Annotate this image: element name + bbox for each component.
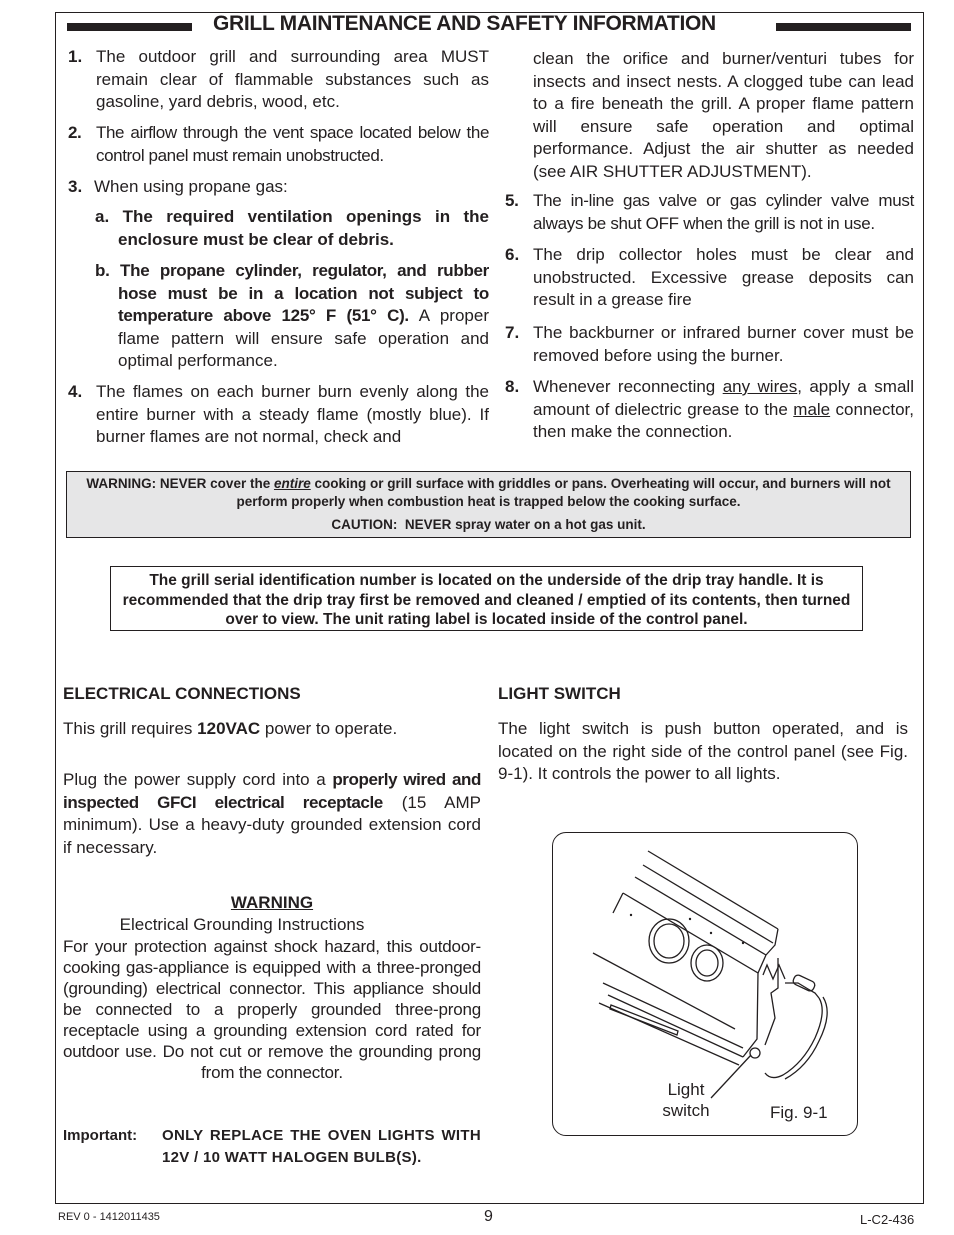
item-text: The drip collector holes must be clear and unobstructed. Excessive grease deposits can result in a grease fire bbox=[533, 245, 914, 309]
electrical-p1-b: 120VAC bbox=[197, 719, 261, 738]
electrical-p1-a: This grill requires bbox=[63, 719, 198, 738]
callout-line-2: switch bbox=[662, 1101, 710, 1120]
grounding-warning-text: For your protection against shock hazard, this outdoor-cooking gas-appliance is equipped with a three-pronged (grounding) electrical connector. This appliance should be connected to a properly grounded three-prong receptacle using a grounding extension cord rated for outdoor use. Do not cut or remove the grounding prong from the connector. bbox=[63, 937, 481, 1082]
item-1 bbox=[68, 46, 489, 114]
figure-caption: Fig. 9-1 bbox=[770, 1103, 828, 1122]
light-switch-text: The light switch is push button operated, and is located on the right side of the control panel (see Fig. 9-1). It controls the power to all lights. bbox=[498, 719, 908, 783]
item-text: The in-line gas valve or gas cylinder valve must always be shut OFF when the grill is not in use. bbox=[533, 191, 914, 233]
light-switch-callout bbox=[651, 1079, 721, 1121]
item-number: 6. bbox=[505, 245, 520, 264]
item-2 bbox=[68, 122, 489, 167]
item-7 bbox=[505, 322, 914, 367]
item-number: 2. bbox=[68, 123, 82, 142]
warning-box bbox=[66, 471, 911, 538]
grounding-warning-title: WARNING bbox=[230, 893, 314, 912]
important-label: Important: bbox=[63, 1127, 138, 1144]
serial-number-text: The grill serial identification number is located on the underside of the drip tray handle. It is recommended that the drip tray first be removed and cleaned / emptied of its contents, then turned over to view. The unit rating label is located inside of the control panel. bbox=[122, 572, 851, 628]
item-number: 1. bbox=[68, 47, 83, 66]
item-3b-bold: b. The propane cylinder, regulator, and rubber hose must be in a location not subject to temperature above 125° F (51° C). bbox=[95, 261, 489, 325]
item-number: 8. bbox=[505, 377, 520, 396]
footer-document-code: L-C2-436 bbox=[860, 1212, 915, 1227]
item-4-continued: clean the orifice and burner/venturi tubes for insects and insect nests. A clogged tube can lead to a fire beneath the grill. A proper flame pattern will ensure safe operation and optimal performance. Adjust the air shutter as needed (see AIR SHUTTER ADJUSTMENT). bbox=[533, 49, 914, 181]
page-title: GRILL MAINTENANCE AND SAFETY INFORMATION bbox=[213, 12, 716, 35]
title-bar-left bbox=[67, 23, 192, 31]
electrical-p2 bbox=[63, 769, 481, 859]
item-text-underline-a: any wires bbox=[722, 377, 798, 396]
warning-text-a: WARNING: NEVER cover the bbox=[86, 476, 274, 491]
electrical-p2-b: properly wired and inspected GFCI electrical receptacle bbox=[63, 770, 481, 812]
item-5 bbox=[505, 190, 914, 235]
item-8 bbox=[505, 376, 915, 444]
item-text-a: Whenever reconnecting bbox=[533, 377, 723, 396]
item-4 bbox=[68, 381, 489, 449]
item-text-c: connector, then make the connection. bbox=[533, 399, 915, 441]
item-text: When using propane gas: bbox=[94, 177, 288, 196]
light-switch-heading: LIGHT SWITCH bbox=[498, 684, 621, 703]
warning-text-emph: entire bbox=[273, 476, 311, 491]
item-text: The airflow through the vent space located below the control panel must remain unobstructed. bbox=[96, 123, 489, 165]
item-text-underline-b: male bbox=[793, 399, 831, 419]
figure-9-1 bbox=[552, 832, 858, 1136]
item-3 bbox=[68, 176, 489, 199]
item-3a: a. The required ventilation openings in the enclosure must be clear of debris. bbox=[95, 207, 489, 249]
item-text: The flames on each burner burn evenly along the entire burner with a steady flame (mostly blue). If burner flames are not normal, check and bbox=[96, 382, 489, 446]
item-text: The backburner or infrared burner cover must be removed before using the burner. bbox=[533, 323, 914, 365]
electrical-p1-c: power to operate. bbox=[260, 719, 398, 738]
electrical-p1 bbox=[63, 718, 481, 741]
item-6 bbox=[505, 244, 914, 312]
item-number: 4. bbox=[68, 382, 83, 401]
caution-text: CAUTION: NEVER spray water on a hot gas unit. bbox=[331, 517, 646, 532]
item-3b-text: A proper flame pattern will ensure safe operation and optimal performance. bbox=[118, 306, 489, 370]
grounding-warning-subtitle: Electrical Grounding Instructions bbox=[119, 915, 365, 934]
item-number: 7. bbox=[505, 323, 520, 342]
item-number: 5. bbox=[505, 191, 519, 210]
serial-number-box bbox=[110, 566, 863, 631]
item-3b bbox=[95, 260, 489, 373]
item-text: The outdoor grill and surrounding area MUST remain clear of flammable substances such as gasoline, yard debris, wood, etc. bbox=[96, 47, 489, 111]
item-number: 3. bbox=[68, 177, 83, 196]
electrical-p2-c: (15 AMP minimum). Use a heavy-duty grounded extension cord if necessary. bbox=[63, 792, 481, 857]
callout-line-1: Light bbox=[667, 1080, 705, 1099]
footer-revision: REV 0 - 1412011435 bbox=[58, 1211, 160, 1223]
electrical-p2-a: Plug the power supply cord into a bbox=[63, 770, 333, 789]
warning-text bbox=[67, 475, 910, 510]
footer-page-number: 9 bbox=[484, 1208, 493, 1225]
electrical-heading: ELECTRICAL CONNECTIONS bbox=[63, 684, 301, 703]
item-text-b: , apply a small amount of dielectric grease to the bbox=[533, 377, 914, 419]
warning-text-b: cooking or grill surface with griddles or pans. Overheating will occur, and burners will not perform properly when combustion heat is trapped below the cooking surface. bbox=[236, 476, 891, 509]
important-text: ONLY REPLACE THE OVEN LIGHTS WITH 12V / 10 WATT HALOGEN BULB(S). bbox=[162, 1127, 481, 1166]
title-bar-right bbox=[776, 23, 911, 31]
